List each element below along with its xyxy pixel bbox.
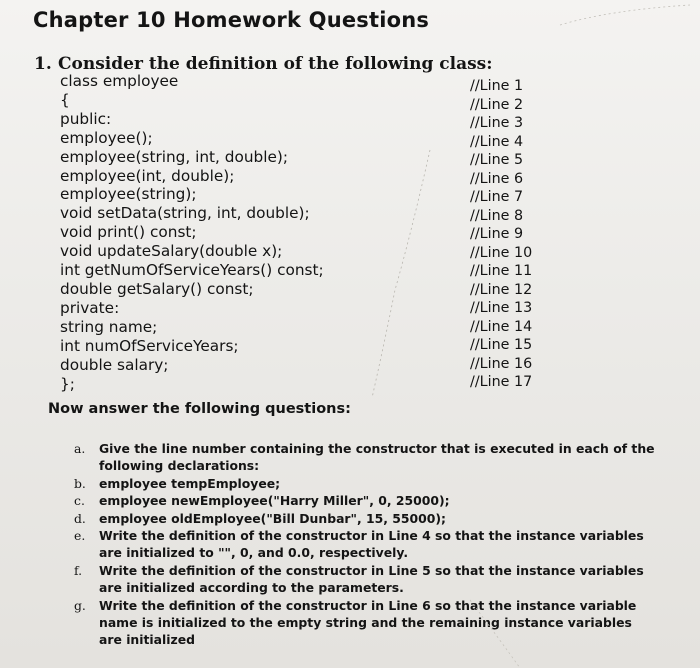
subquestion-letter: d. <box>74 510 86 526</box>
line-comment: //Line 11 <box>470 263 533 279</box>
code-line: }; <box>60 374 75 393</box>
line-comment: //Line 10 <box>470 244 533 261</box>
question-text: Consider the definition of the following class: <box>58 54 493 74</box>
pencil-stroke <box>372 150 430 398</box>
code-line: public: <box>60 109 112 128</box>
class-definition-code <box>60 72 324 393</box>
subquestion-letter: f. <box>74 562 83 578</box>
subquestion-g <box>74 597 659 649</box>
line-comment: //Line 4 <box>470 133 524 150</box>
code-line: class employee <box>60 72 179 90</box>
code-line: double salary; <box>60 355 169 374</box>
subquestion-text: Write the definition of the constructor in Line 4 so that the instance variables are initialized to "", 0, and 0.0, respectively. <box>99 528 644 561</box>
code-line: void print() const; <box>60 223 197 242</box>
code-line: employee(); <box>60 128 153 147</box>
code-line: void setData(string, int, double); <box>60 204 310 223</box>
subquestion-text: employee tempEmployee; <box>99 475 281 491</box>
line-comment: //Line 13 <box>470 300 533 316</box>
subquestion-letter: b. <box>74 475 86 491</box>
line-comment: //Line 5 <box>470 152 524 168</box>
subquestion-e <box>74 527 659 562</box>
subquestion-text: Write the definition of the constructor in Line 6 so that the instance variable name is initialized to the empty string and the remaining instance variables are initialized <box>99 597 637 648</box>
page-title: Chapter 10 Homework Questions <box>33 8 430 32</box>
code-line: string name; <box>60 317 158 336</box>
subquestion-letter: e. <box>74 528 86 544</box>
subquestion-letter: c. <box>74 493 85 509</box>
line-comment: //Line 12 <box>470 281 533 298</box>
line-comment: //Line 9 <box>470 226 524 242</box>
subquestion-letter: g. <box>74 597 86 613</box>
code-line: double getSalary() const; <box>60 279 254 298</box>
subquestion-text: employee oldEmployee("Bill Dunbar", 15, 55000); <box>99 510 447 526</box>
subquestion-d <box>74 510 659 527</box>
line-comment: //Line 1 <box>470 78 524 94</box>
subquestion-text: Give the line number containing the constructor that is executed in each of the following declarations: <box>99 441 655 474</box>
subquestion-text: employee newEmployee("Harry Miller", 0, 25000); <box>99 493 450 509</box>
subquestion-c <box>74 492 659 509</box>
line-comment: //Line 17 <box>470 374 533 390</box>
line-comment: //Line 2 <box>470 96 524 113</box>
line-comment: //Line 14 <box>470 318 533 335</box>
subquestion-f <box>74 562 659 597</box>
code-line: int getNumOfServiceYears() const; <box>60 261 324 280</box>
instructions-heading: Now answer the following questions: <box>48 401 351 417</box>
code-line: int numOfServiceYears; <box>60 336 239 355</box>
code-line: employee(int, double); <box>60 166 235 185</box>
question-1 <box>34 54 493 74</box>
subquestion-list <box>74 440 659 649</box>
line-comment: //Line 16 <box>470 355 533 372</box>
code-line: { <box>60 90 70 109</box>
subquestion-a <box>74 440 659 475</box>
line-comment: //Line 8 <box>470 207 524 224</box>
question-number: 1. <box>34 54 52 74</box>
line-comment: //Line 15 <box>470 337 533 353</box>
code-line: void updateSalary(double x); <box>60 242 283 261</box>
subquestion-b <box>74 475 659 492</box>
subquestion-text: Write the definition of the constructor in Line 5 so that the instance variables are initialized according to the parameters. <box>99 562 644 596</box>
line-comment: //Line 3 <box>470 115 524 131</box>
line-comment: //Line 7 <box>470 189 524 205</box>
line-comment: //Line 6 <box>470 170 524 187</box>
code-line: employee(string); <box>60 185 197 204</box>
pencil-stroke <box>560 5 690 25</box>
line-number-comments <box>470 77 532 392</box>
subquestion-letter: a. <box>74 441 86 456</box>
code-line: private: <box>60 298 120 317</box>
code-line: employee(string, int, double); <box>60 147 289 166</box>
